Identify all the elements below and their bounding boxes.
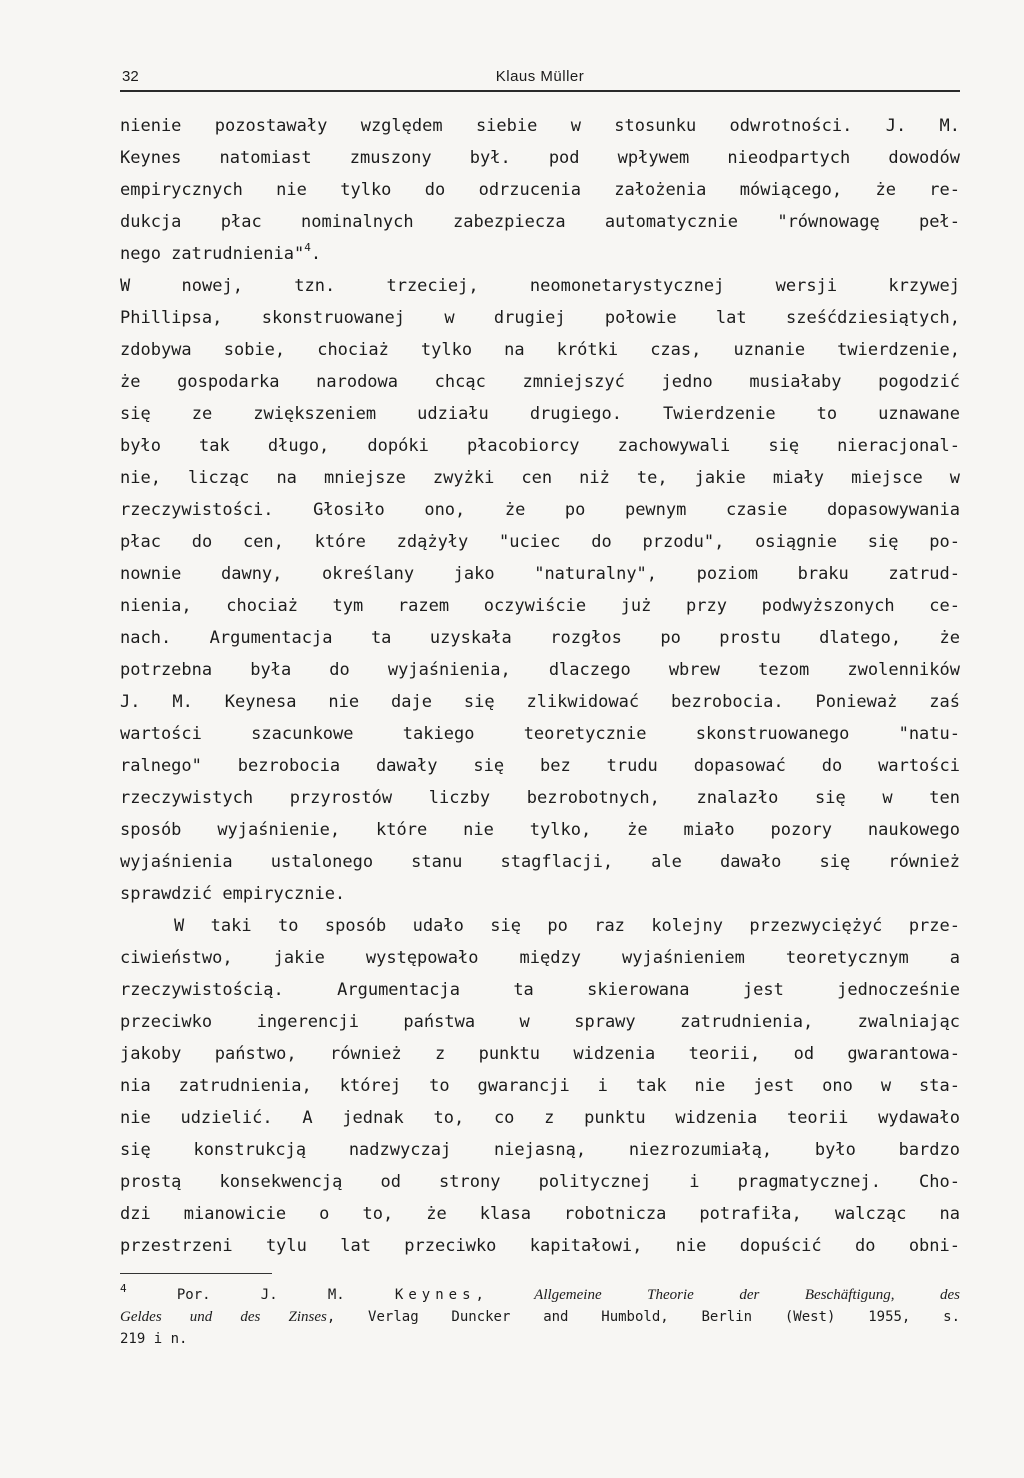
text-line [120, 270, 960, 302]
text-line [120, 398, 960, 430]
text-line [120, 1230, 960, 1262]
text-line-content: Keynes natomiast zmuszony był. pod wpływem nieodpartych dowodów [120, 148, 960, 168]
text-line-content: nownie dawny, określany jako "naturalny", poziom braku zatrud- [120, 564, 960, 584]
text-line-content: rzeczywistych przyrostów liczby bezrobotnych, znalazło się w ten [120, 788, 960, 808]
text-line [120, 302, 960, 334]
text-line [120, 654, 960, 686]
text-line-content: sprawdzić empirycznie. [120, 884, 346, 904]
text-line-content: ciwieństwo, jakie występowało między wyjaśnieniem teoretycznym a [120, 948, 960, 968]
text-line [120, 142, 960, 174]
running-head: Klaus Müller [495, 68, 585, 85]
text-line-content: wartości szacunkowe takiego teoretycznie skonstruowanego "natu- [120, 724, 960, 744]
page-header [120, 64, 960, 88]
text-line-content: się ze zwiększeniem udziału drugiego. Twierdzenie to uznawane [120, 404, 960, 424]
text-line-content: nego zatrudnienia" [120, 244, 305, 264]
text-line [120, 1166, 960, 1198]
text-line-content: zdobywa sobie, chociaż tylko na krótki czas, uznanie twierdzenie, [120, 340, 960, 360]
text-line-content: J. M. Keynesa nie daje się zlikwidować bezrobocia. Ponieważ zaś [120, 692, 960, 712]
text-line-content: wyjaśnienia ustalonego stanu stagflacji, ale dawało się również [120, 852, 960, 872]
text-line-content: Phillipsa, skonstruowanej w drugiej połowie lat sześćdziesiątych, [120, 308, 960, 328]
text-line-content: przeciwko ingerencji państwa w sprawy zatrudnienia, zwalniając [120, 1012, 960, 1032]
text-line-content: przestrzeni tylu lat przeciwko kapitałowi, nie dopuścić do obni- [120, 1236, 960, 1256]
text-line-content: W taki to sposób udało się po raz kolejny przezwyciężyć prze- [174, 916, 960, 936]
text-line [120, 622, 960, 654]
text-line [120, 910, 960, 942]
text-line-content: dzi mianowicie o to, że klasa robotnicza potrafiła, walcząc na [120, 1204, 960, 1224]
text-line [120, 1070, 960, 1102]
footnote-prefix: Por. J. M. [176, 1287, 395, 1303]
footnote-title-1: Allgemeine Theorie der Beschäftigung, des [534, 1287, 960, 1303]
text-line-content: dukcja płac nominalnych zabezpiecza automatycznie "równowagę peł- [120, 212, 960, 232]
text-line [120, 1038, 960, 1070]
text-line-content: nach. Argumentacja ta uzyskała rozgłos po prostu dlatego, że [120, 628, 960, 648]
text-line [120, 430, 960, 462]
footnote-marker: 4 [120, 1282, 127, 1295]
text-line [120, 238, 960, 270]
footnote-author: Keynes [394, 1287, 476, 1303]
text-line [120, 814, 960, 846]
text-line [120, 718, 960, 750]
page-number: 32 [122, 68, 139, 85]
text-line [120, 334, 960, 366]
text-line [120, 846, 960, 878]
text-line [120, 750, 960, 782]
text-line-content: się konstrukcją nadzwyczaj niejasną, niezrozumiałą, było bardzo [120, 1140, 960, 1160]
text-line [120, 686, 960, 718]
footnote-line-3: 219 i n. [120, 1331, 188, 1347]
text-line-content: prostą konsekwencją od strony politycznej i pragmatycznej. Cho- [120, 1172, 960, 1192]
text-line [120, 206, 960, 238]
footnote-title-2: Geldes und des Zinses [120, 1309, 327, 1325]
text-line-content: płac do cen, które zdążyły "uciec do przodu", osiągnie się po- [120, 532, 960, 552]
text-line-content: nienia, chociaż tym razem oczywiście już przy podwyższonych ce- [120, 596, 960, 616]
text-line [120, 174, 960, 206]
text-line-content: rzeczywistością. Argumentacja ta skierowana jest jednocześnie [120, 980, 960, 1000]
text-line [120, 782, 960, 814]
text-line-content: że gospodarka narodowa chcąc zmniejszyć jedno musiałaby pogodzić [120, 372, 960, 392]
text-line-content: było tak długo, dopóki płacobiorcy zachowywali się nieracjonal- [120, 436, 960, 456]
text-line [120, 878, 960, 910]
text-line [120, 462, 960, 494]
text-line [120, 590, 960, 622]
footnote-line-2 [120, 1306, 960, 1328]
text-line-content: sposób wyjaśnienie, które nie tylko, że miało pozory naukowego [120, 820, 960, 840]
text-line [120, 1134, 960, 1166]
text-line [120, 494, 960, 526]
footnote-reference: 4 [304, 241, 311, 254]
text-line-content: nie, licząc na mniejsze zwyżki cen niż te, jakie miały miejsce w [120, 468, 960, 488]
text-line [120, 526, 960, 558]
text-line-content: jakoby państwo, również z punktu widzenia teorii, od gwarantowa- [120, 1044, 960, 1064]
text-line [120, 974, 960, 1006]
text-line-content: potrzebna była do wyjaśnienia, dlaczego wbrew tezom zwolenników [120, 660, 960, 680]
text-line-content: empirycznych nie tylko do odrzucenia założenia mówiącego, że re- [120, 180, 960, 200]
text-line-content: W nowej, tzn. trzeciej, neomonetarystycznej wersji krzywej [120, 276, 960, 296]
text-line [120, 1198, 960, 1230]
text-line [120, 366, 960, 398]
footnote-sep: , [475, 1287, 535, 1303]
text-line [120, 1102, 960, 1134]
footnote-rule [120, 1273, 272, 1274]
text-line [120, 1006, 960, 1038]
footnote-publisher: , Verlag Duncker and Humbold, Berlin (West) 1955, s. [326, 1309, 960, 1325]
text-line-content: ralnego" bezrobocia dawały się bez trudu dopasować do wartości [120, 756, 960, 776]
text-line-content: nie udzielić. A jednak to, co z punktu widzenia teorii wydawało [120, 1108, 960, 1128]
text-line-suffix: . [310, 244, 322, 264]
text-line [120, 110, 960, 142]
footnote-line-1 [120, 1284, 960, 1306]
header-rule [120, 90, 960, 92]
body-text [120, 110, 960, 1262]
text-line [120, 558, 960, 590]
footnote [120, 1284, 960, 1350]
text-line-content: nienie pozostawały względem siebie w stosunku odwrotności. J. M. [120, 116, 960, 136]
text-line-content: rzeczywistości. Głosiło ono, że po pewnym czasie dopasowywania [120, 500, 960, 520]
text-line [120, 942, 960, 974]
text-line-content: nia zatrudnienia, której to gwarancji i tak nie jest ono w sta- [120, 1076, 960, 1096]
